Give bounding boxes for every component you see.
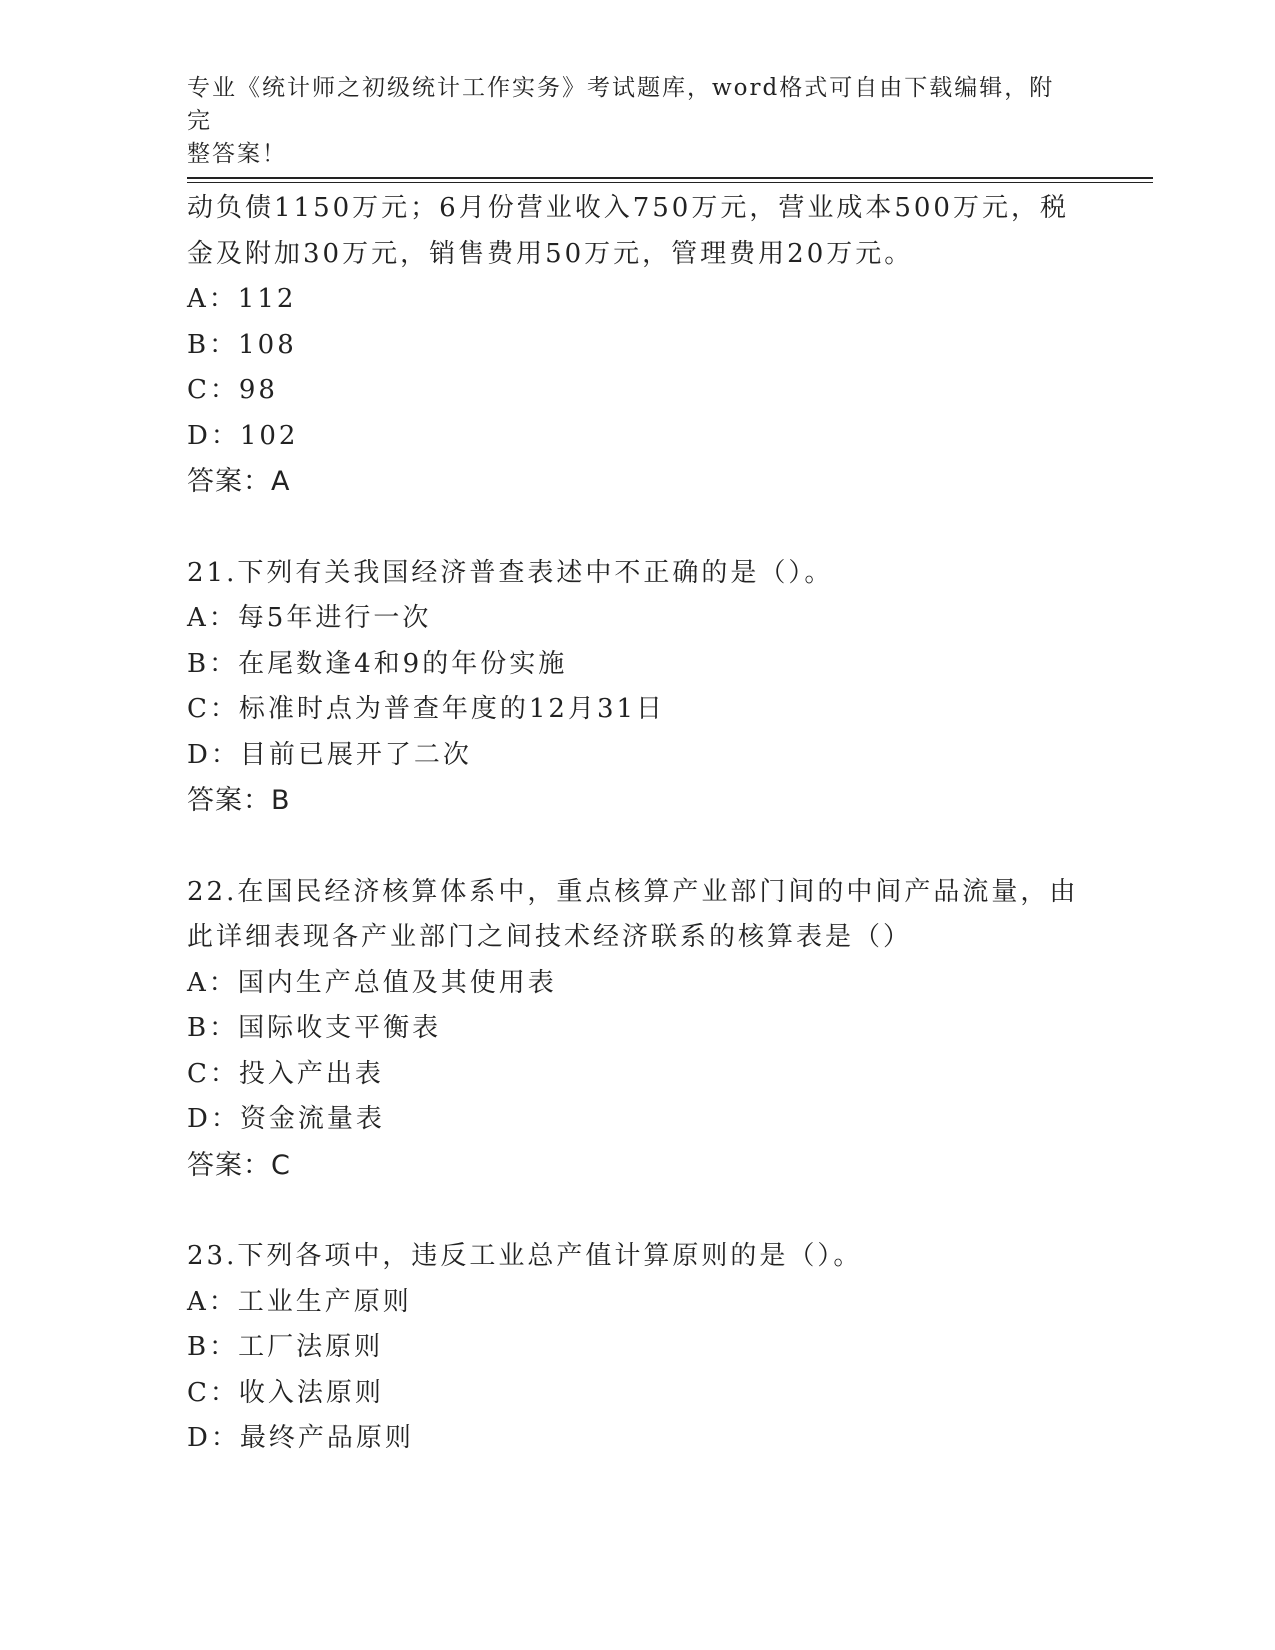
option-d: D：最终产品原则 [187,1423,414,1453]
question-stem: 23.下列各项中，违反工业总产值计算原则的是（）。 [187,1241,863,1271]
question-spacer [187,505,1087,551]
header-divider-thin [187,182,1153,183]
answer-label: 答案：B [187,785,291,816]
question-22 [187,870,1087,1189]
document-header [187,72,1067,171]
header-line-1: 专业《统计师之初级统计工作实务》考试题库，word格式可自由下载编辑，附完 [187,75,1055,134]
question-20 [187,186,1087,505]
option-a: A：工业生产原则 [187,1286,412,1317]
option-b: B：工厂法原则 [187,1332,384,1362]
option-a: A：国内生产总值及其使用表 [187,967,557,998]
option-b: B：国际收支平衡表 [187,1013,442,1043]
option-c: C：98 [187,375,278,405]
option-c: C：标准时点为普查年度的12月31日 [187,694,666,724]
question-stem: 金及附加30万元，销售费用50万元，管理费用20万元。 [187,238,914,269]
option-b: B：108 [187,329,297,360]
question-stem: 动负债1150万元；6月份营业收入750万元，营业成本500万元，税 [187,193,1069,223]
header-divider-thick [187,177,1153,179]
option-d: D：资金流量表 [187,1104,385,1134]
option-a: A：每5年进行一次 [187,603,432,633]
header-line-2: 整答案！ [187,141,287,167]
option-d: D：102 [187,420,299,451]
question-stem: 21.下列有关我国经济普查表述中不正确的是（）。 [187,557,834,588]
question-spacer [187,824,1087,870]
question-stem: 22.在国民经济核算体系中，重点核算产业部门间的中间产品流量，由 [187,876,1079,907]
question-stem: 此详细表现各产业部门之间技术经济联系的核算表是（） [187,922,913,952]
option-c: C：投入产出表 [187,1058,384,1089]
answer-label: 答案：A [187,466,291,497]
question-list [187,186,1087,1462]
option-b: B：在尾数逢4和9的年份实施 [187,648,568,679]
question-21 [187,551,1087,824]
option-d: D：目前已展开了二次 [187,739,472,770]
option-a: A：112 [187,284,297,314]
answer-label: 答案：C [187,1149,291,1181]
question-23 [187,1234,1087,1462]
option-c: C：收入法原则 [187,1377,384,1408]
question-spacer [187,1188,1087,1234]
